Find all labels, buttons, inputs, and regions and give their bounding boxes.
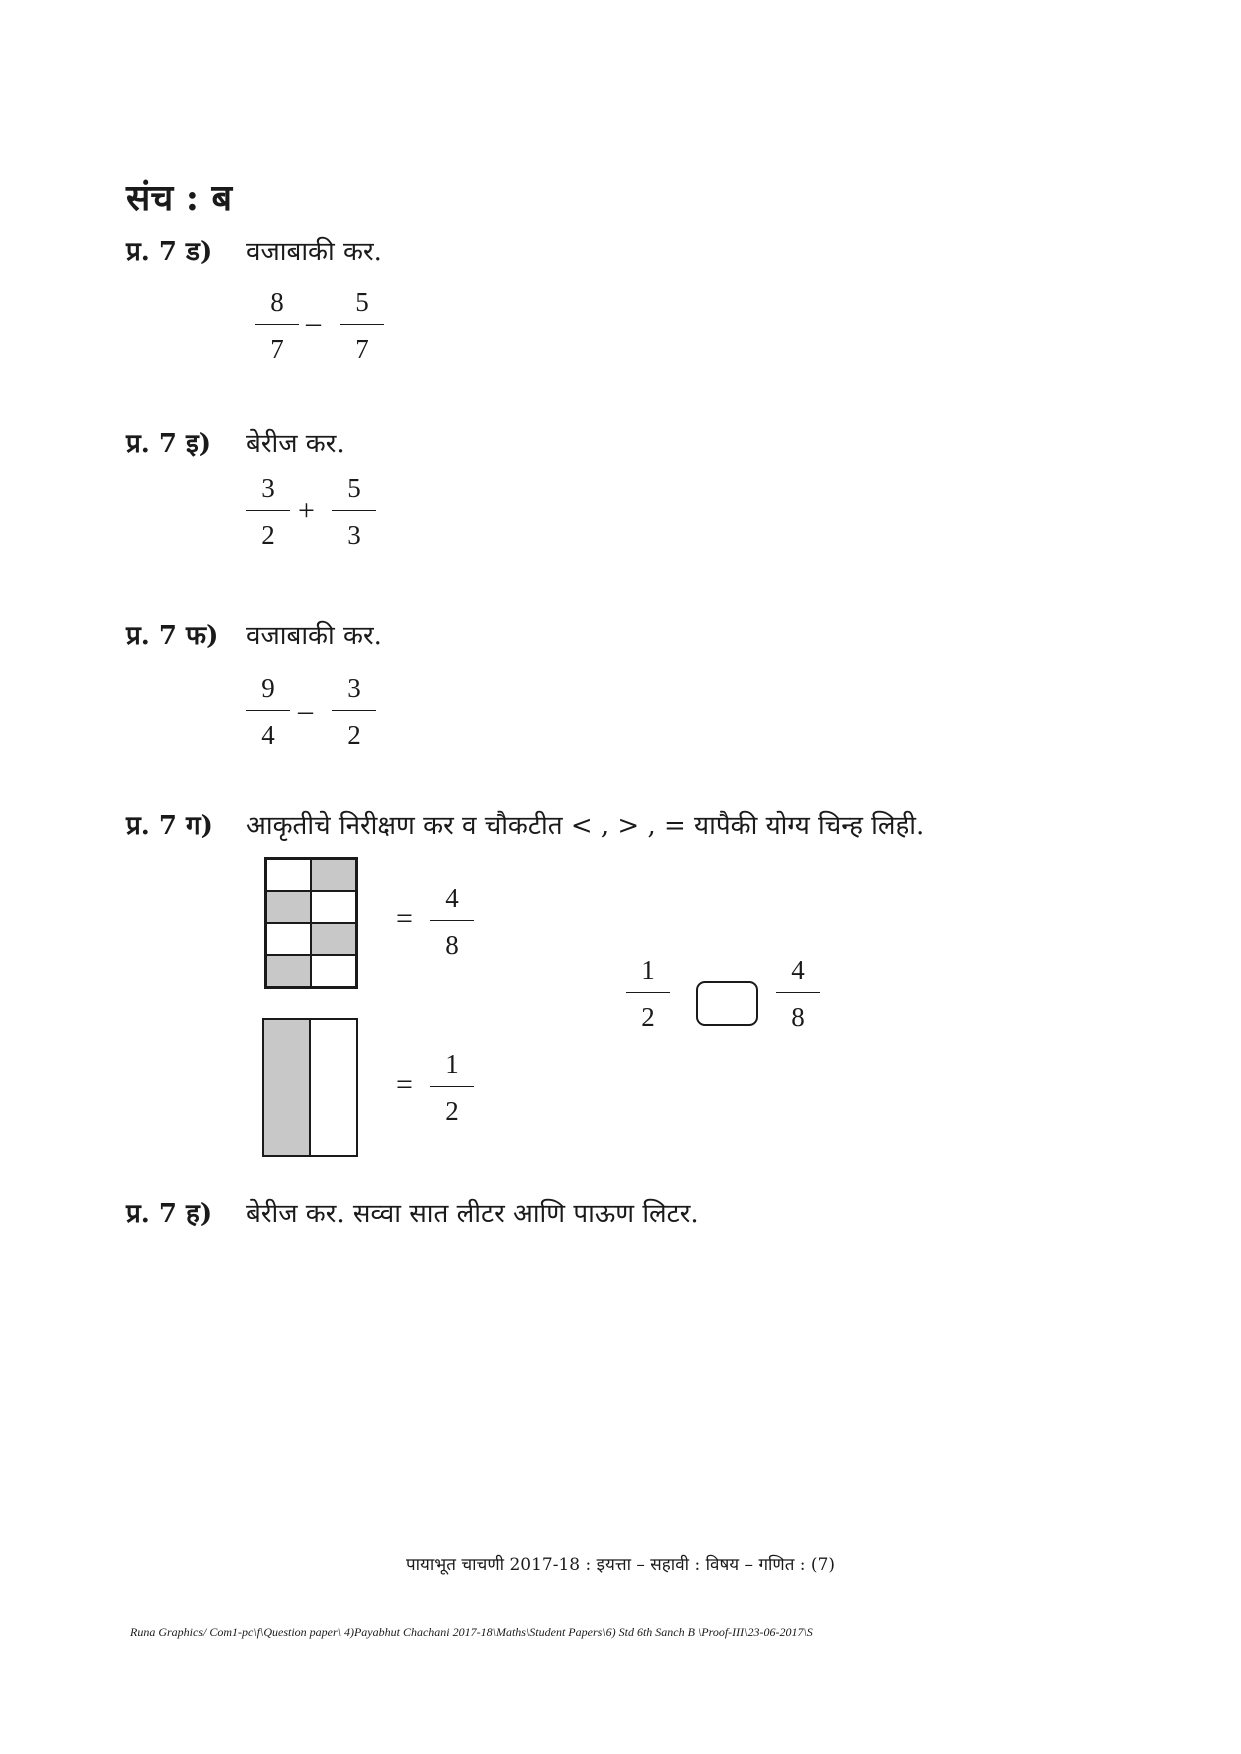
fraction-bar — [430, 1086, 474, 1087]
fraction-bar — [332, 510, 376, 511]
compare-fraction-left — [626, 952, 670, 1035]
grid-cell — [311, 891, 356, 923]
numerator: 3 — [347, 673, 361, 703]
numerator: 4 — [791, 955, 805, 985]
fraction-3-2 — [246, 470, 290, 553]
question-label-7f: प्र. 7 फ) — [126, 621, 219, 651]
question-text-7h: बेरीज कर. सव्वा सात लीटर आणि पाऊण लिटर. — [246, 1199, 699, 1229]
fraction-5-7 — [340, 284, 384, 367]
question-text-7i: बेरीज कर. — [246, 429, 345, 459]
fraction-bar — [430, 920, 474, 921]
operator-minus: – — [298, 694, 313, 727]
fraction-1-2 — [430, 1046, 474, 1129]
fraction-8-7 — [255, 284, 299, 367]
fraction-9-4 — [246, 670, 290, 753]
question-label-7i: प्र. 7 इ) — [126, 429, 212, 459]
grid-cell-shaded — [266, 955, 311, 987]
denominator: 3 — [347, 520, 361, 550]
page-footer: पायाभूत चाचणी 2017-18 : इयत्ता – सहावी : विषय – गणित : (7) — [405, 1555, 836, 1575]
fraction-bar — [246, 710, 290, 711]
fraction-bar — [626, 992, 670, 993]
operator-minus: – — [306, 306, 321, 339]
denominator: 8 — [791, 1002, 805, 1032]
grid-cell — [311, 955, 356, 987]
numerator: 1 — [445, 1049, 459, 1079]
file-path-note: Runa Graphics/ Com1-pc\f\Question paper\ 4)Payabhut Chachani 2017-18\Maths\Student Papers\6) Std 6th Sanch B \Proof-III\23-06-2017\S — [130, 1625, 813, 1639]
fraction-bar — [255, 324, 299, 325]
denominator: 2 — [261, 520, 275, 550]
grid-cell — [266, 859, 311, 891]
numerator: 5 — [347, 473, 361, 503]
numerator: 1 — [641, 955, 655, 985]
question-label-7h: प्र. 7 ह) — [126, 1199, 213, 1229]
grid-cell-shaded — [311, 923, 356, 955]
question-text-7g: आकृतीचे निरीक्षण कर व चौकटीत < , > , = यापैकी योग्य चिन्ह लिही. — [246, 811, 925, 841]
fraction-bar — [340, 324, 384, 325]
denominator: 2 — [641, 1002, 655, 1032]
numerator: 5 — [355, 287, 369, 317]
question-label-7g: प्र. 7 ग) — [126, 811, 213, 841]
grid-cell — [266, 923, 311, 955]
denominator: 8 — [445, 930, 459, 960]
denominator: 2 — [347, 720, 361, 750]
half-rectangle-figure — [262, 1018, 358, 1157]
question-text-7f: वजाबाकी कर. — [246, 621, 382, 651]
numerator: 9 — [261, 673, 275, 703]
numerator: 4 — [445, 883, 459, 913]
half-blank — [311, 1020, 356, 1155]
denominator: 7 — [270, 334, 284, 364]
fraction-5-3 — [332, 470, 376, 553]
fraction-bar — [332, 710, 376, 711]
equals-sign: = — [396, 902, 413, 935]
denominator: 2 — [445, 1096, 459, 1126]
denominator: 4 — [261, 720, 275, 750]
grid-cell-shaded — [266, 891, 311, 923]
numerator: 8 — [270, 287, 284, 317]
fraction-bar — [246, 510, 290, 511]
grid-cell-shaded — [311, 859, 356, 891]
comparison-answer-box[interactable] — [696, 981, 758, 1026]
equals-sign: = — [396, 1068, 413, 1101]
denominator: 7 — [355, 334, 369, 364]
question-label-7d: प्र. 7 ड) — [126, 237, 213, 267]
compare-fraction-right — [776, 952, 820, 1035]
numerator: 3 — [261, 473, 275, 503]
operator-plus: + — [298, 494, 315, 527]
set-title: संच : ब — [126, 177, 233, 219]
fraction-3-2 — [332, 670, 376, 753]
half-shaded — [264, 1020, 311, 1155]
fraction-grid-figure — [264, 857, 358, 989]
fraction-4-8 — [430, 880, 474, 963]
question-text-7d: वजाबाकी कर. — [246, 237, 382, 267]
fraction-bar — [776, 992, 820, 993]
